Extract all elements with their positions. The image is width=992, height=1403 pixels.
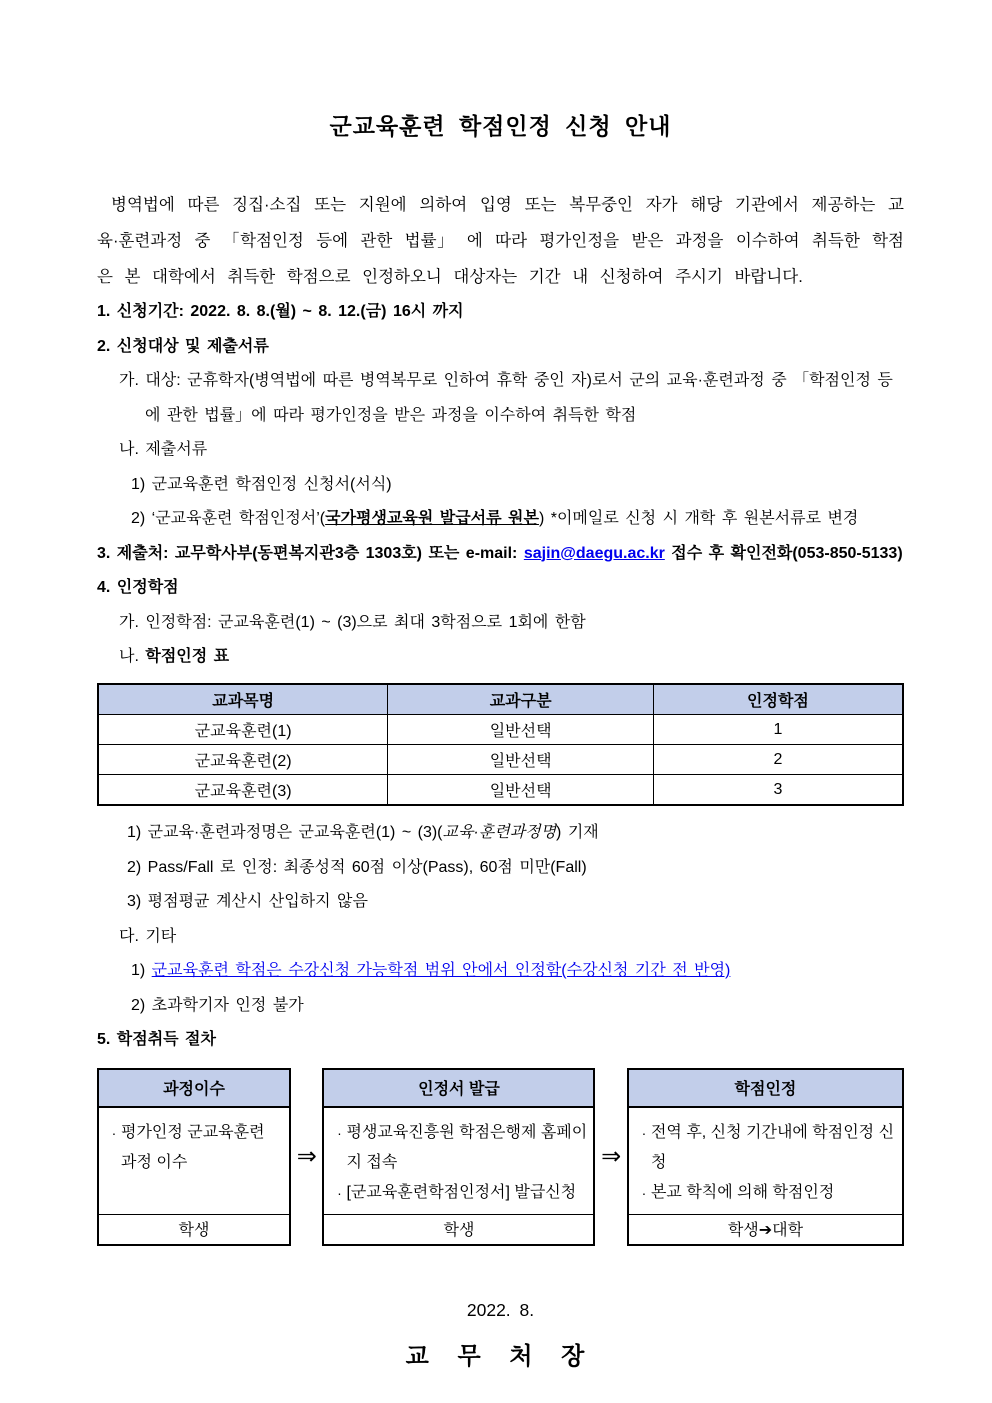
flow-step-actor: 학생 bbox=[99, 1214, 289, 1244]
bullet-icon: · bbox=[641, 1184, 647, 1201]
section-target-heading: 2. 신청대상 및 제출서류 bbox=[97, 337, 269, 355]
flow-step-certificate-issuance bbox=[322, 1068, 595, 1246]
table-note-3: 3) 평점평균 계산시 산입하지 않음 bbox=[127, 893, 368, 910]
note-1-suffix: ) 기재 bbox=[556, 824, 599, 841]
note-1-prefix: 1) 군교육·훈련과정명은 군교육훈련(1) ~ (3)( bbox=[127, 824, 443, 841]
submit-doc-1: 1) 군교육훈련 학점인정 신청서(서식) bbox=[131, 475, 392, 493]
credits-item-ga: 가. 인정학점: 군교육훈련(1) ~ (3)으로 최대 3학점으로 1회에 한함 bbox=[119, 613, 586, 631]
flow-step-body bbox=[629, 1108, 902, 1214]
cell-subject: 군교육훈련(1) bbox=[98, 715, 388, 745]
section-credits-heading: 4. 인정학점 bbox=[97, 579, 179, 596]
flow-step-item: · 평생교육진흥원 학점은행제 홈페이지 접속 bbox=[332, 1118, 587, 1178]
flow-step-header: 과정이수 bbox=[99, 1070, 289, 1108]
cell-category: 일반선택 bbox=[388, 775, 654, 806]
etc-item-1 bbox=[97, 954, 904, 989]
credits-na-prefix: 나. bbox=[119, 648, 146, 665]
flow-step-item: · 본교 학칙에 의해 학점인정 bbox=[637, 1178, 896, 1208]
cell-category: 일반선택 bbox=[388, 715, 654, 745]
section-procedure-heading: 5. 학점취득 절차 bbox=[97, 1031, 216, 1048]
flow-step-item: · 전역 후, 신청 기간내에 학점인정 신청 bbox=[637, 1118, 896, 1178]
flow-step-item: · [군교육훈련학점인정서] 발급신청 bbox=[332, 1178, 587, 1208]
section-application-period: 1. 신청기간: 2022. 8. 8.(월) ~ 8. 12.(금) 16시 까지 bbox=[97, 303, 464, 320]
flow-step-header: 학점인정 bbox=[629, 1070, 902, 1108]
cell-credits: 2 bbox=[653, 745, 903, 775]
cell-credits: 1 bbox=[653, 715, 903, 745]
bullet-icon: · bbox=[337, 1124, 342, 1141]
flow-step-body bbox=[99, 1108, 289, 1214]
table-note-2: 2) Pass/Fall 로 인정: 최종성적 60점 이상(Pass), 60점 미만(Fall) bbox=[127, 858, 587, 876]
submit-doc-2 bbox=[97, 502, 904, 537]
submit-to-suffix: 접수 후 확인전화(053-850-5133) bbox=[664, 544, 903, 562]
credit-recognition-table bbox=[97, 683, 904, 807]
etc-1-highlighted-text: 군교육훈련 학점은 수강신청 가능학점 범위 안에서 인정함(수강신청 기간 전 반영) bbox=[151, 962, 731, 979]
flow-step-course-completion bbox=[97, 1068, 291, 1246]
bullet-icon: · bbox=[337, 1184, 342, 1201]
table-note-1 bbox=[97, 816, 904, 851]
right-double-arrow-icon: ⇒ bbox=[296, 1143, 317, 1170]
table-row bbox=[98, 775, 903, 806]
target-item-na: 나. 제출서류 bbox=[119, 441, 208, 458]
table-row bbox=[98, 715, 903, 745]
flow-step-item: · 평가인정 군교육훈련 과정 이수 bbox=[107, 1118, 283, 1178]
email-link[interactable]: sajin@daegu.ac.kr bbox=[523, 544, 665, 562]
submit-doc-2-emphasis: 국가평생교육원 발급서류 원본 bbox=[325, 510, 539, 527]
right-double-arrow-icon: ⇒ bbox=[601, 1143, 622, 1170]
credits-item-na bbox=[97, 640, 904, 675]
col-header-category: 교과구분 bbox=[388, 684, 654, 715]
table-header-row bbox=[98, 684, 903, 715]
col-header-subject: 교과목명 bbox=[98, 684, 388, 715]
credit-procedure-flowchart bbox=[97, 1068, 904, 1246]
etc-1-number: 1) bbox=[131, 962, 152, 979]
etc-heading: 다. 기타 bbox=[119, 927, 177, 945]
flow-step-header: 인정서 발급 bbox=[324, 1070, 593, 1108]
document-date: 2022. 8. bbox=[466, 1299, 535, 1320]
intro-paragraph: 병역법에 따른 징집·소집 또는 지원에 의하여 입영 또는 복무중인 자가 해당 기관에서 제공하는 교육·훈련과정 중 「학점인정 등에 관한 법률」 에 따라 평가인정을 받은 과정을 이수하여 취득한 학점은 본 대학에서 취득한 학점으로 인정하오니 대상자는 기간 내 신청하여 주시기 바랍니다. bbox=[97, 196, 904, 286]
cell-credits: 3 bbox=[653, 775, 903, 806]
target-item-ga: 가. 대상: 군휴학자(병역법에 따른 병역복무로 인하여 휴학 중인 자)로서 군의 교육·훈련과정 중 「학점인정 등에 관한 법률」에 따라 평가인정을 받은 과정을 이수하여 취득한 학점 bbox=[119, 372, 893, 424]
flow-step-credit-recognition bbox=[627, 1068, 904, 1246]
submit-doc-2-prefix: 2) ‘군교육훈련 학점인정서’( bbox=[131, 510, 326, 527]
flow-step-body bbox=[324, 1108, 593, 1214]
cell-subject: 군교육훈련(3) bbox=[98, 775, 388, 806]
submit-doc-2-suffix: ) *이메일로 신청 시 개학 후 원본서류로 변경 bbox=[538, 510, 859, 527]
credits-na-title: 학점인정 표 bbox=[145, 648, 230, 665]
section-submit-to bbox=[97, 537, 904, 572]
cell-category: 일반선택 bbox=[388, 745, 654, 775]
note-1-course-name: 교육·훈련과정명 bbox=[442, 824, 557, 841]
flow-step-actor: 학생 bbox=[324, 1214, 593, 1244]
col-header-credits: 인정학점 bbox=[653, 684, 903, 715]
bullet-icon: · bbox=[641, 1124, 647, 1141]
flow-step-actor: 학생➔대학 bbox=[629, 1214, 902, 1244]
submit-to-prefix: 3. 제출처: 교무학사부(동편복지관3층 1303호) 또는 e-mail: bbox=[97, 544, 524, 562]
cell-subject: 군교육훈련(2) bbox=[98, 745, 388, 775]
bullet-icon: · bbox=[111, 1124, 117, 1141]
page-title: 군교육훈련 학점인정 신청 안내 bbox=[329, 113, 672, 139]
etc-item-2: 2) 초과학기자 인정 불가 bbox=[131, 996, 304, 1014]
signer-title: 교 무 처 장 bbox=[405, 1342, 596, 1370]
table-row bbox=[98, 745, 903, 775]
